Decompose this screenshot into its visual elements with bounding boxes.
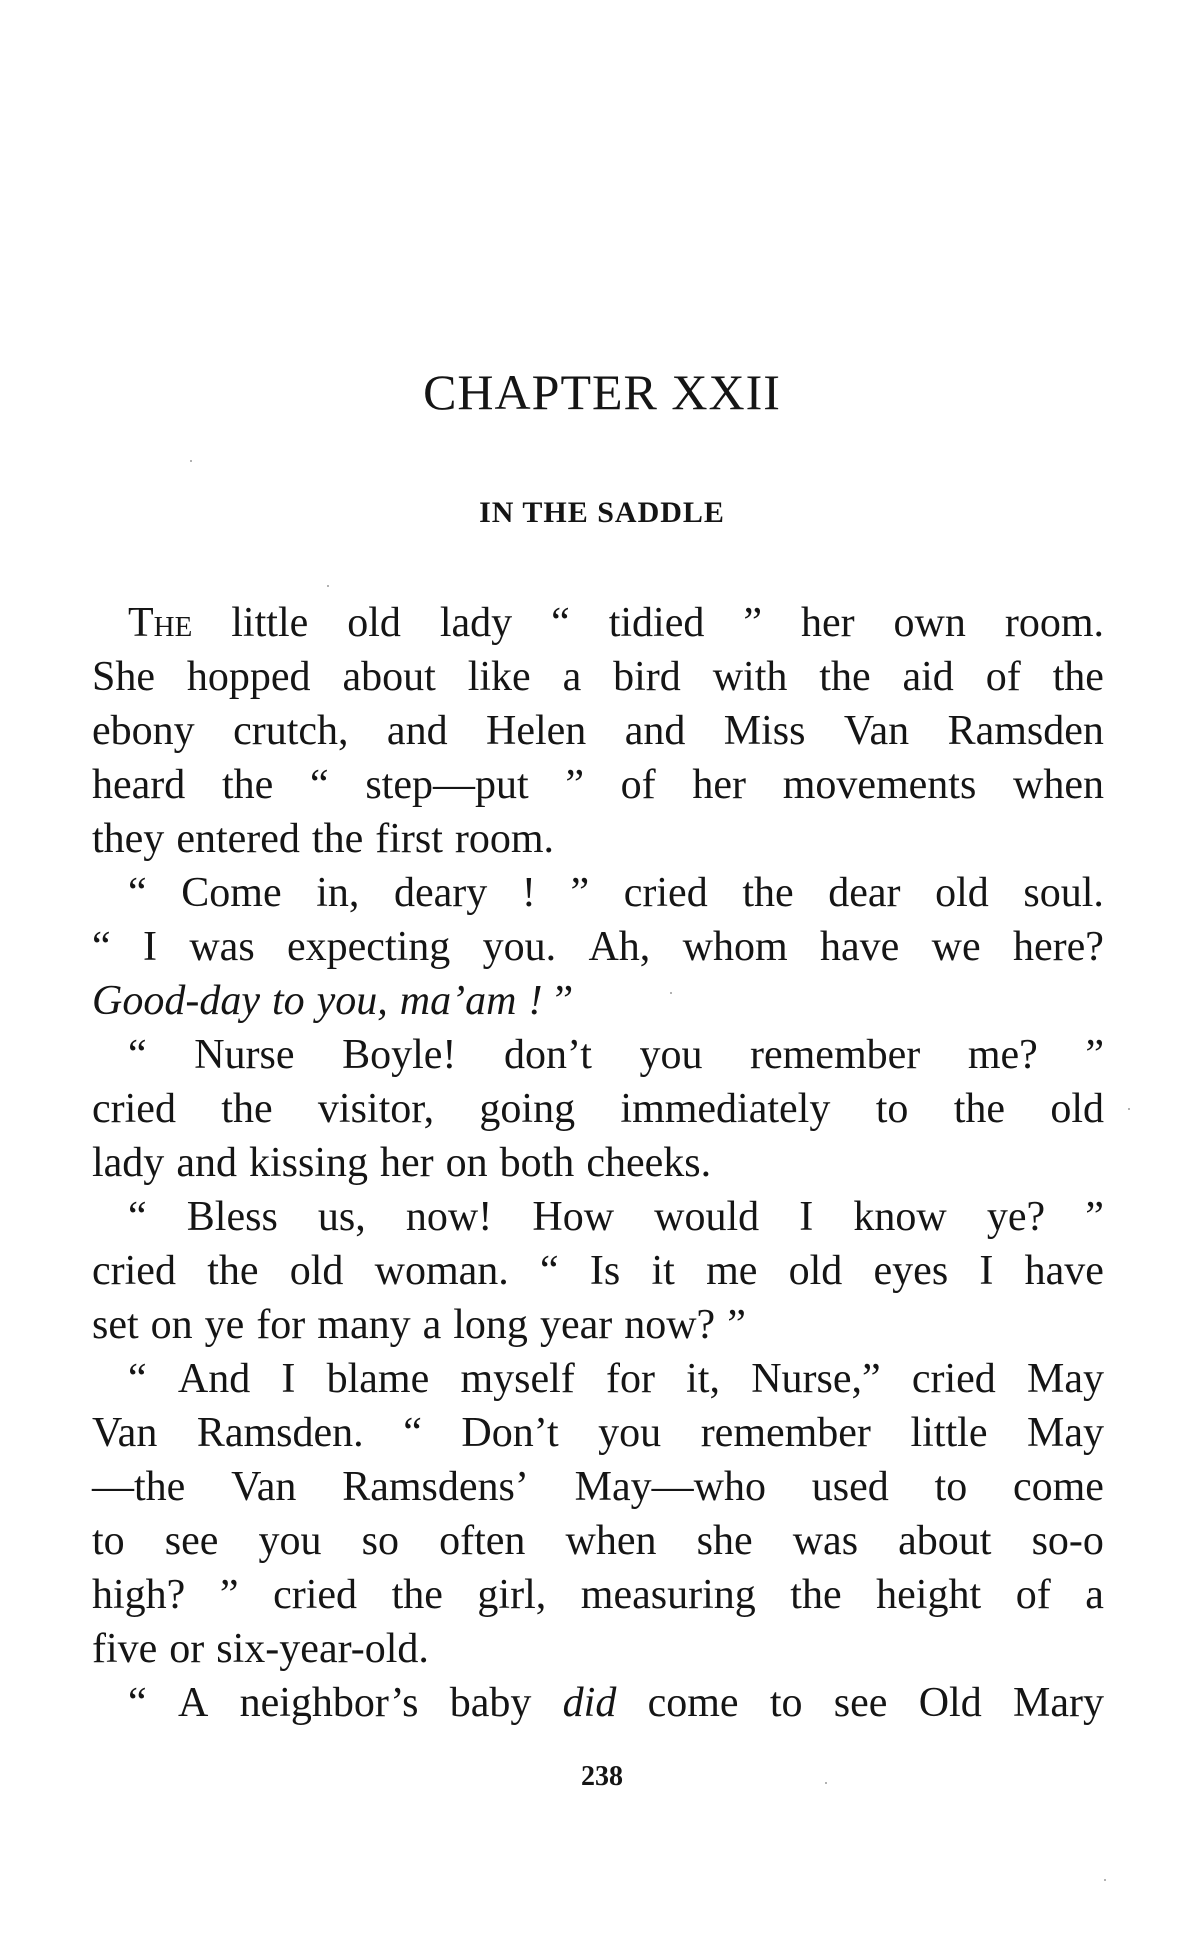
word: soul. [1023, 870, 1104, 916]
text-line [92, 1244, 1104, 1298]
word: old [935, 870, 989, 916]
word: me [706, 1248, 758, 1294]
word: “ [92, 924, 111, 970]
word: her [800, 600, 855, 646]
word: a [1085, 1572, 1104, 1618]
word: old [1050, 1086, 1104, 1132]
word: ” [219, 1572, 239, 1618]
word: “ [128, 1194, 147, 1240]
word: Good-day [92, 978, 260, 1024]
word: see [164, 1518, 219, 1564]
page-number: 238 [581, 1761, 623, 1792]
word: “ [128, 870, 147, 916]
word: was [189, 924, 255, 970]
word: Van [843, 708, 910, 754]
word: bird [613, 654, 681, 700]
word: ” [570, 870, 590, 916]
body-text [92, 596, 1104, 1730]
word: Nurse [194, 1032, 295, 1078]
text-line [92, 758, 1104, 812]
word: or [169, 1626, 205, 1672]
word: now! [405, 1194, 493, 1240]
word: see [833, 1680, 888, 1726]
word: to [92, 1518, 125, 1564]
word: —the [92, 1464, 186, 1510]
text-line [92, 650, 1104, 704]
word: ” [1085, 1032, 1104, 1078]
word: myself [460, 1356, 575, 1402]
text-line [92, 866, 1104, 920]
word: many [317, 1302, 411, 1348]
word: tidied [608, 600, 705, 646]
word: The [128, 600, 193, 646]
word: so [361, 1518, 399, 1564]
word: don’t [503, 1032, 592, 1078]
word: we [931, 924, 981, 970]
text-line [92, 596, 1104, 650]
word: whom [682, 924, 788, 970]
word: ” [1085, 1194, 1104, 1240]
text-line [92, 1190, 1104, 1244]
word: ye [204, 1302, 245, 1348]
word: Bless [186, 1194, 278, 1240]
word: used [811, 1464, 889, 1510]
word: cried [911, 1356, 996, 1402]
word: her [380, 1140, 434, 1186]
word: here? [1012, 924, 1104, 970]
word: did [562, 1680, 617, 1726]
word: six-year-old. [216, 1626, 429, 1672]
word: ma’am [399, 978, 517, 1024]
word: height [876, 1572, 982, 1618]
word: of [985, 654, 1021, 700]
word: room. [1004, 600, 1104, 646]
word: the [1052, 654, 1104, 700]
word: it, [686, 1356, 720, 1402]
word: and [176, 1140, 237, 1186]
word: to [875, 1086, 909, 1132]
word: set [92, 1302, 139, 1348]
word: both [499, 1140, 575, 1186]
word: old [347, 600, 401, 646]
word: remember [750, 1032, 921, 1078]
word: was [792, 1518, 859, 1564]
word: baby [449, 1680, 532, 1726]
word: us, [317, 1194, 366, 1240]
word: cheeks. [586, 1140, 712, 1186]
word: kissing [248, 1140, 368, 1186]
word: “ [540, 1248, 559, 1294]
word: you [639, 1032, 703, 1078]
word: Don’t [461, 1410, 559, 1456]
word: little [910, 1410, 988, 1456]
text-line [92, 1298, 1104, 1352]
word: come [647, 1680, 739, 1726]
word: the [953, 1086, 1005, 1132]
word: own [893, 600, 966, 646]
scan-speck [190, 460, 192, 462]
word: crutch, [233, 708, 349, 754]
scan-speck [670, 992, 672, 994]
word: expecting [287, 924, 451, 970]
word: cried [92, 1086, 176, 1132]
word: of [620, 762, 656, 808]
word: She [92, 654, 155, 700]
word: Come [181, 870, 282, 916]
word: high? [92, 1572, 186, 1618]
word: room. [454, 816, 555, 862]
word: on [445, 1140, 488, 1186]
word: when [1013, 762, 1104, 808]
word: Miss [723, 708, 806, 754]
word: eyes [873, 1248, 949, 1294]
word: would [654, 1194, 760, 1240]
word: I [979, 1248, 994, 1294]
text-line [92, 1676, 1104, 1730]
word: for [605, 1356, 655, 1402]
word: for [256, 1302, 306, 1348]
word: ! [528, 978, 543, 1024]
scan-speck [825, 1782, 827, 1784]
word: to [271, 978, 305, 1024]
word: cried [273, 1572, 358, 1618]
word: she [696, 1518, 753, 1564]
text-line [92, 1514, 1104, 1568]
word: Old [918, 1680, 982, 1726]
word: so-o [1031, 1518, 1104, 1564]
word: “ [403, 1410, 422, 1456]
word: often [439, 1518, 526, 1564]
word: now? [624, 1302, 716, 1348]
word: Van [231, 1464, 297, 1510]
word: cried [92, 1248, 176, 1294]
word: Ramsden [947, 708, 1104, 754]
word: May [1027, 1356, 1104, 1402]
word: A [177, 1680, 209, 1726]
word: Nurse,” [751, 1356, 881, 1402]
word: movements [782, 762, 977, 808]
word: cried [623, 870, 708, 916]
word: come [1012, 1464, 1104, 1510]
text-line [92, 704, 1104, 758]
word: the [742, 870, 794, 916]
word: I [281, 1356, 296, 1402]
word: like [467, 654, 531, 700]
word: step—put [365, 762, 529, 808]
word: May [1027, 1410, 1104, 1456]
word: long [453, 1302, 528, 1348]
word: “ [309, 762, 329, 808]
word: “ [128, 1032, 147, 1078]
word: Helen [485, 708, 587, 754]
word: hopped [186, 654, 311, 700]
word: Boyle! [342, 1032, 457, 1078]
word: it [651, 1248, 675, 1294]
word: dear [828, 870, 901, 916]
word: I [799, 1194, 814, 1240]
text-line [92, 1406, 1104, 1460]
scan-speck [327, 585, 329, 587]
word: about [898, 1518, 992, 1564]
word: little [231, 600, 309, 646]
text-line [92, 1460, 1104, 1514]
word: heard [92, 762, 186, 808]
word: have [1024, 1248, 1104, 1294]
word: ye? [986, 1194, 1046, 1240]
scan-speck [1104, 1879, 1106, 1881]
word: lady [92, 1140, 165, 1186]
word: the [391, 1572, 443, 1618]
word: Is [589, 1248, 621, 1294]
word: “ [128, 1356, 147, 1402]
word: they [92, 816, 165, 862]
word: a [562, 654, 582, 700]
word: her [692, 762, 746, 808]
word: ” [565, 762, 584, 808]
word: “ [551, 600, 570, 646]
word: measuring [580, 1572, 756, 1618]
word: Ramsden. [196, 1410, 364, 1456]
word: you [258, 1518, 322, 1564]
word: in, [316, 870, 360, 916]
word: blame [326, 1356, 430, 1402]
word: lady [439, 600, 513, 646]
text-line [92, 1028, 1104, 1082]
word: and [624, 708, 686, 754]
word: Van [92, 1410, 158, 1456]
word: ” [554, 978, 574, 1024]
word: going [479, 1086, 576, 1132]
word: girl, [477, 1572, 547, 1618]
scan-speck [1128, 1108, 1130, 1110]
text-line [92, 1622, 1104, 1676]
word: of [1015, 1572, 1051, 1618]
word: about [342, 654, 436, 700]
word: May—who [574, 1464, 766, 1510]
text-line [92, 1352, 1104, 1406]
word: first [375, 816, 443, 862]
word: the [207, 1248, 259, 1294]
word: the [819, 654, 871, 700]
text-line [92, 1082, 1104, 1136]
word: Mary [1013, 1680, 1104, 1726]
word: and [386, 708, 448, 754]
word: you, [316, 978, 388, 1024]
word: a [422, 1302, 442, 1348]
word: neighbor’s [239, 1680, 419, 1726]
chapter-heading: CHAPTER XXII [423, 364, 781, 420]
word: visitor, [317, 1086, 435, 1132]
word: Ah, [588, 924, 651, 970]
word: you. [482, 924, 557, 970]
word: I [143, 924, 157, 970]
word: ebony [92, 708, 195, 754]
word: to [934, 1464, 968, 1510]
word: ” [743, 600, 762, 646]
text-line [92, 1568, 1104, 1622]
word: old [289, 1248, 344, 1294]
word: the [311, 816, 364, 862]
text-line [92, 812, 1104, 866]
text-line [92, 1136, 1104, 1190]
chapter-subtitle: IN THE SADDLE [479, 496, 725, 529]
word: the [221, 762, 274, 808]
word: year [539, 1302, 613, 1348]
word: have [820, 924, 900, 970]
text-line [92, 920, 1104, 974]
word: aid [902, 654, 954, 700]
word: deary [393, 870, 488, 916]
word: Ramsdens’ [342, 1464, 529, 1510]
word: entered [176, 816, 300, 862]
word: when [565, 1518, 657, 1564]
word: five [92, 1626, 158, 1672]
word: know [853, 1194, 947, 1240]
word: woman. [374, 1248, 509, 1294]
word: ! [521, 870, 536, 916]
word: the [221, 1086, 273, 1132]
word: you [598, 1410, 662, 1456]
word: old [788, 1248, 843, 1294]
word: “ [128, 1680, 147, 1726]
word: How [532, 1194, 615, 1240]
word: And [177, 1356, 251, 1402]
word: ” [727, 1302, 746, 1348]
word: remember [700, 1410, 871, 1456]
word: on [150, 1302, 193, 1348]
word: to [769, 1680, 803, 1726]
word: with [712, 654, 788, 700]
word: me? [967, 1032, 1038, 1078]
word: immediately [620, 1086, 831, 1132]
word: the [790, 1572, 842, 1618]
text-line [92, 974, 1104, 1028]
